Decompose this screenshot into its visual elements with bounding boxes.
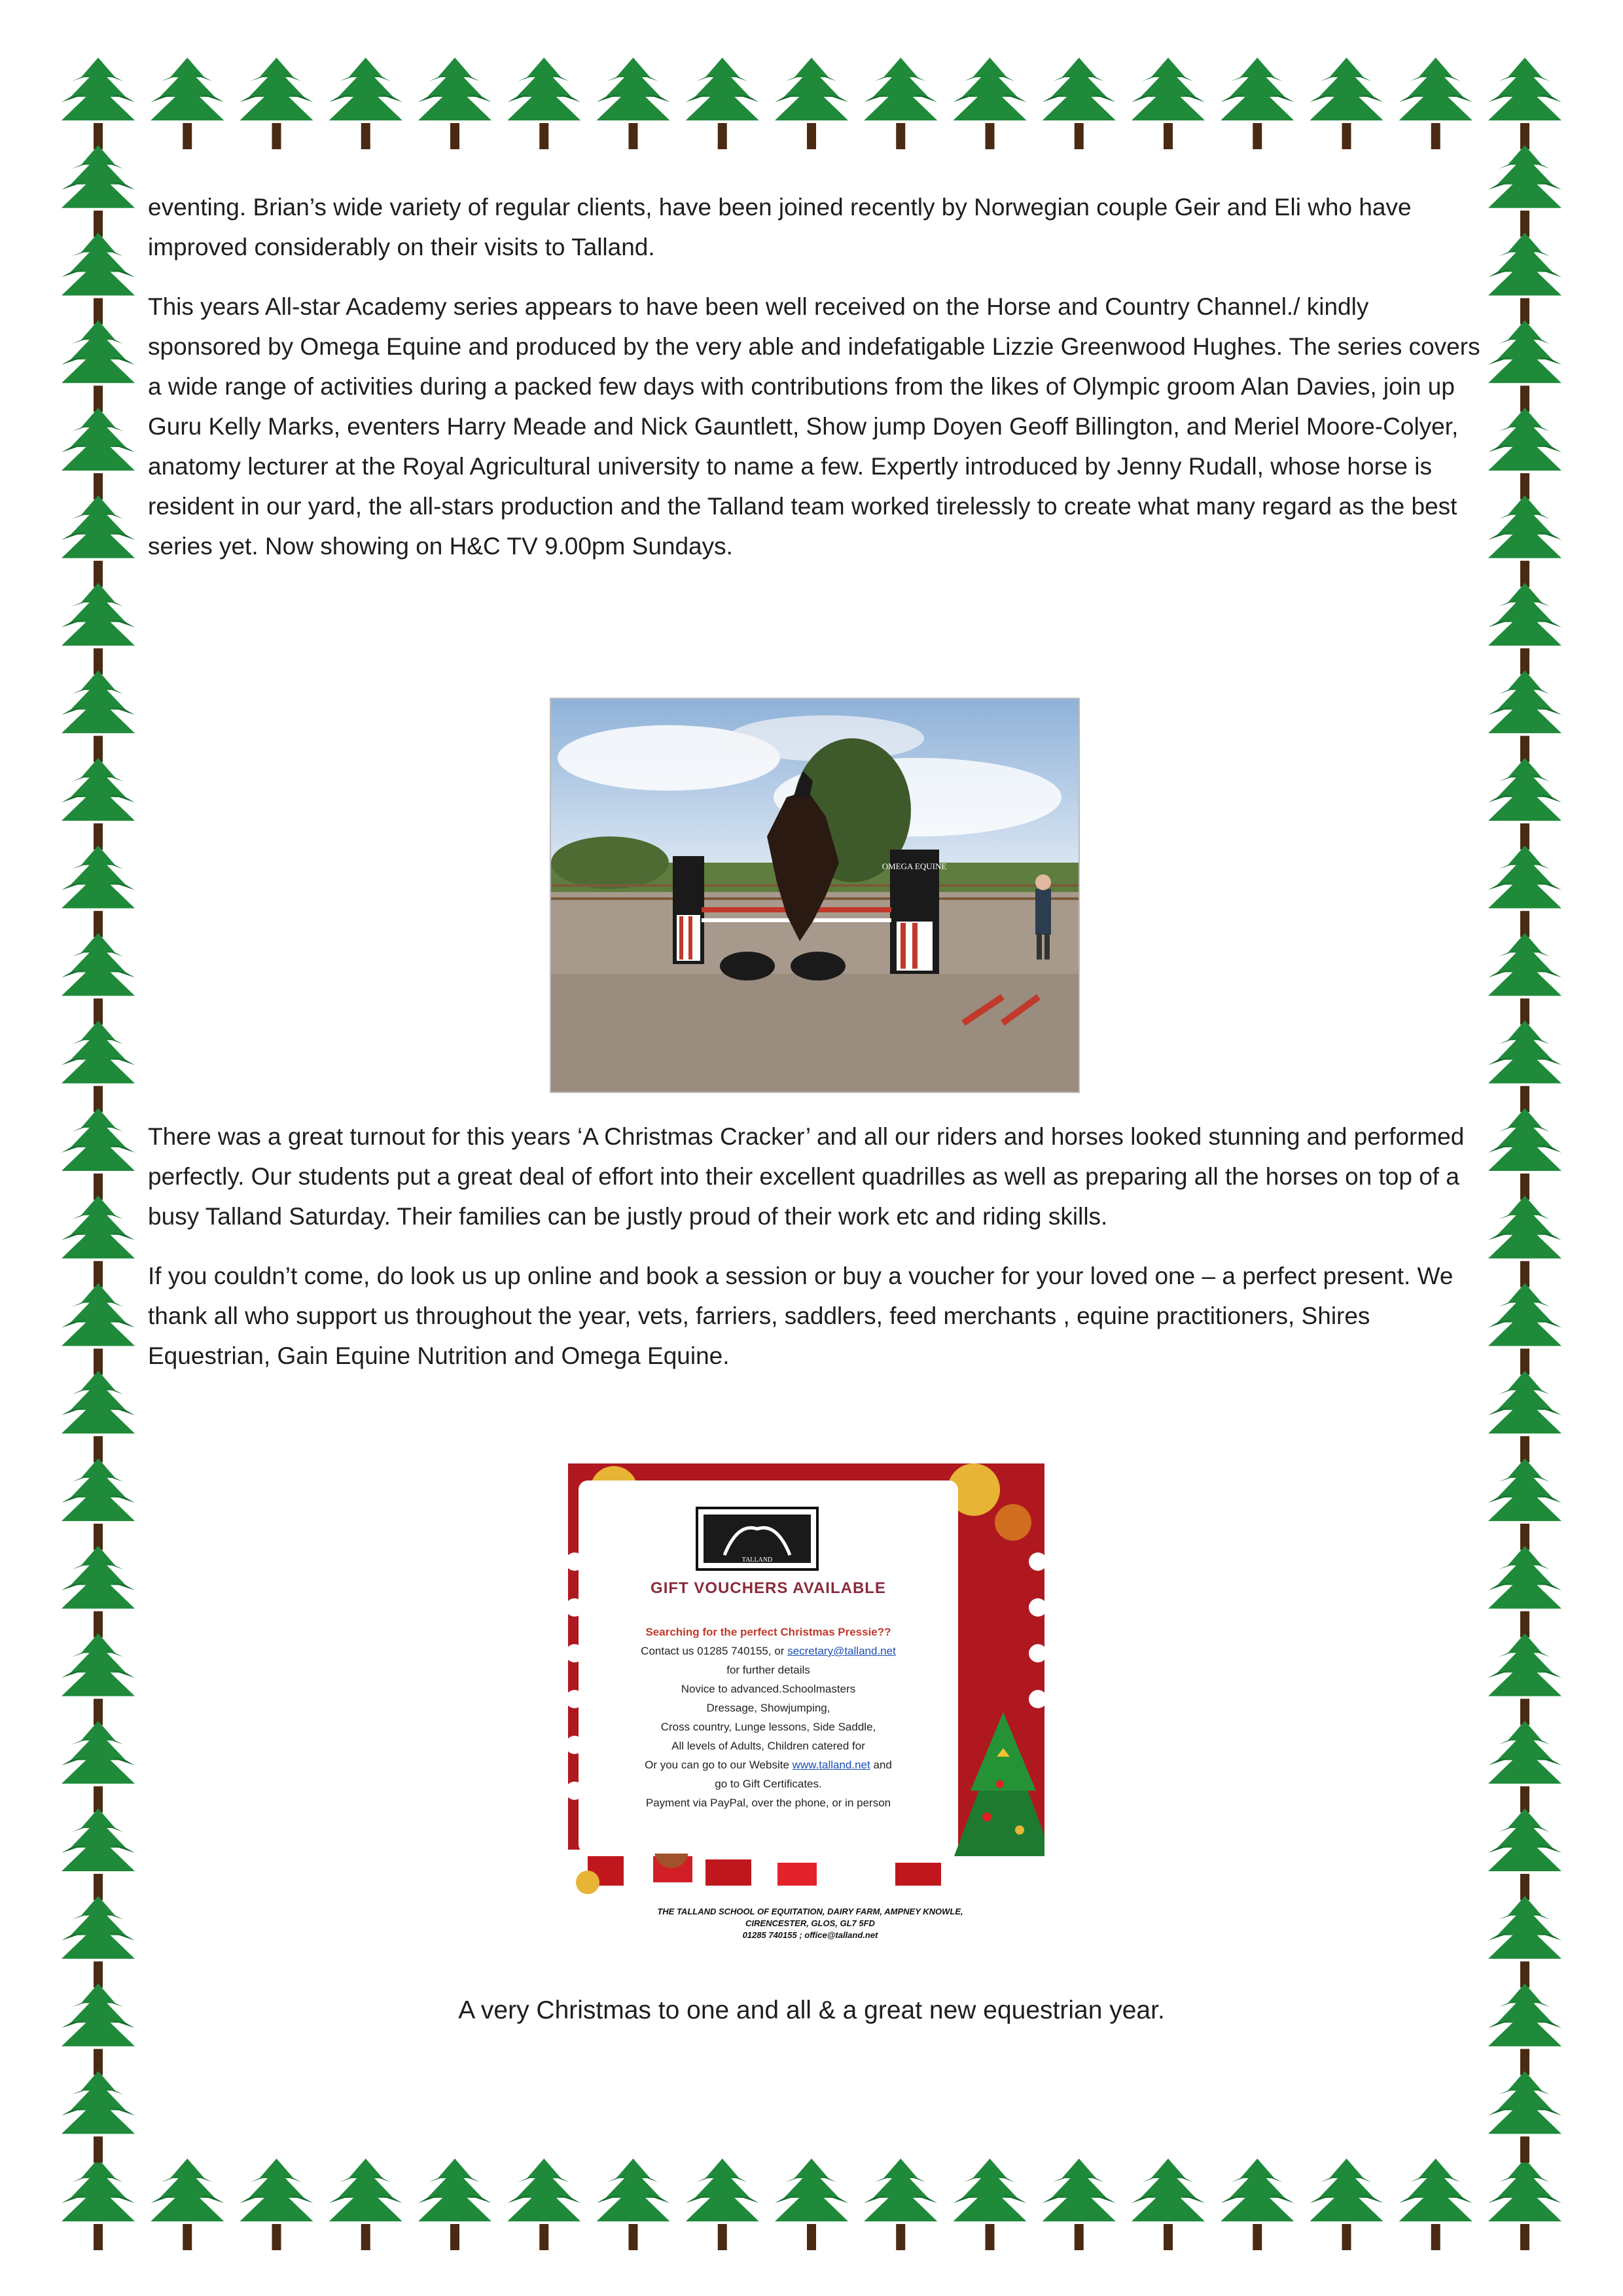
paragraph-clients: eventing. Brian’s wide variety of regular clients, have been joined recently by Norwegian couple Geir and Eli who have improved considerably on their visits to Talland.: [148, 194, 1412, 260]
voucher-website-link[interactable]: www.talland.net: [792, 1759, 870, 1771]
voucher-email-link[interactable]: secretary@talland.net: [787, 1645, 896, 1657]
tree-icon: [62, 583, 135, 675]
tree-icon: [1488, 1808, 1561, 1900]
tree-icon: [62, 1896, 135, 1988]
tree-icon: [775, 58, 848, 149]
tree-icon: [1043, 58, 1116, 149]
tree-icon: [62, 1634, 135, 1725]
tree-icon: [62, 145, 135, 237]
tree-icon: [507, 58, 580, 149]
tree-icon: [62, 933, 135, 1025]
voucher-website-prefix: Or you can go to our Website: [645, 1759, 789, 1771]
tree-icon: [686, 58, 759, 149]
tree-icon: [329, 2159, 402, 2250]
tree-icon: [62, 2159, 135, 2250]
voucher-details-line: for further details: [726, 1664, 810, 1676]
voucher-contact-line: [579, 1641, 958, 1660]
tree-icon: [1221, 58, 1294, 149]
tree-icon: [62, 1721, 135, 1812]
tree-icon: [1488, 1721, 1561, 1812]
tree-icon: [151, 2159, 224, 2250]
tree-icon: [62, 1458, 135, 1550]
tree-icon: [775, 2159, 848, 2250]
voucher-website-line: [579, 1755, 958, 1774]
voucher-subtitle: Searching for the perfect Christmas Pressie??: [645, 1626, 891, 1638]
voucher-footer-line-2: CIRENCESTER, GLOS, GL7 5FD: [745, 1918, 875, 1928]
tree-icon: [1488, 233, 1561, 325]
tree-icon: [418, 58, 491, 149]
tree-icon: [1310, 58, 1383, 149]
tree-icon: [686, 2159, 759, 2250]
tree-icon: [954, 58, 1027, 149]
tree-icon: [507, 2159, 580, 2250]
tree-icon: [62, 670, 135, 762]
voucher-levels-line: Novice to advanced.Schoolmasters: [681, 1683, 856, 1695]
tree-icon: [1488, 2159, 1561, 2250]
article-body-bottom: [148, 1117, 1483, 1395]
paragraph-allstar-series: This years All-star Academy series appears to have been well received on the Horse and Country Channel./ kindly sponsored by Omega Equine and produced by the very able and indefatigable Lizzie Greenwood Hughes. The series covers a wide range of activities during a packed few days with contributions from the likes of Olympic groom Alan Davies, join up Guru Kelly Marks, eventers Harry Meade and Nick Gauntlett, Show jump Doyen Geoff Billington, and Meriel Moore-Colyer, anatomy lecturer at the Royal Agricultural university to name a few. Expertly introduced by Jenny Rudall, whose horse is resident in our yard, the all-stars production and the Talland team worked tirelessly to create what many regard as the best series yet. Now showing on H&C TV 9.00pm Sundays.: [148, 293, 1480, 560]
tree-icon: [240, 58, 313, 149]
voucher-gift-line: go to Gift Certificates.: [715, 1778, 822, 1790]
tree-icon: [62, 2071, 135, 2162]
tree-icon: [329, 58, 402, 149]
tree-icon: [62, 320, 135, 412]
tree-icon: [418, 2159, 491, 2250]
tree-icon: [62, 846, 135, 937]
tree-icon: [62, 495, 135, 587]
article-body-top: [148, 187, 1483, 586]
voucher-title: GIFT VOUCHERS AVAILABLE: [651, 1579, 886, 1597]
tree-icon: [240, 2159, 313, 2250]
tree-icon: [1488, 1371, 1561, 1462]
tree-icon: [62, 1283, 135, 1375]
tree-icon: [1488, 1458, 1561, 1550]
voucher-website-suffix: and: [873, 1759, 892, 1771]
tree-icon: [62, 1808, 135, 1900]
tree-icon: [1488, 1196, 1561, 1287]
tree-icon: [597, 2159, 670, 2250]
tree-icon: [1221, 2159, 1294, 2250]
paragraph-christmas-cracker: There was a great turnout for this years ‘A Christmas Cracker’ and all our riders and horses looked stunning and performed perfectly. Our students put a great deal of effort into their excellent quadrilles as well as preparing all the horses on top of a busy Talland Saturday. Their families can be justly proud of their work etc and riding skills.: [148, 1123, 1465, 1230]
closing-greeting: A very Christmas to one and all & a great new equestrian year.: [458, 1996, 1165, 2024]
tree-icon: [62, 1020, 135, 1112]
voucher-contact-prefix: Contact us 01285 740155, or: [641, 1645, 785, 1657]
tree-icon: [62, 1196, 135, 1287]
talland-logo: [696, 1507, 819, 1571]
tree-icon: [1488, 583, 1561, 675]
tree-icon: [1488, 1020, 1561, 1112]
voucher-footer-line-1: THE TALLAND SCHOOL OF EQUITATION, DAIRY FARM, AMPNEY KNOWLE,: [657, 1907, 963, 1916]
paragraph-thank-you: If you couldn’t come, do look us up online and book a session or buy a voucher for your loved one – a perfect present. We thank all who support us throughout the year, vets, farriers, saddlers, feed merchants , equine practitioners, Shires Equestrian, Gain Equine Nutrition and Omega Equine.: [148, 1263, 1454, 1369]
tree-icon: [1488, 758, 1561, 850]
tree-icon: [62, 408, 135, 499]
tree-icon: [1399, 58, 1472, 149]
voucher-payment-line: Payment via PayPal, over the phone, or in person: [645, 1797, 891, 1809]
voucher-disciplines-line: Dressage, Showjumping,: [706, 1702, 830, 1714]
tree-icon: [62, 1371, 135, 1462]
tree-icon: [62, 1546, 135, 1638]
tree-icon: [1488, 1896, 1561, 1988]
tree-icon: [1488, 1546, 1561, 1638]
tree-icon: [1310, 2159, 1383, 2250]
voucher-footer-address: [568, 1906, 1052, 1941]
tree-icon: [62, 233, 135, 325]
tree-icon: [1488, 320, 1561, 412]
tree-icon: [1488, 2071, 1561, 2162]
tree-icon: [954, 2159, 1027, 2250]
tree-icon: [1132, 58, 1205, 149]
voucher-footer-line-3: 01285 740155 ; office@talland.net: [742, 1930, 878, 1940]
voucher-more-line: Cross country, Lunge lessons, Side Saddle,: [660, 1721, 876, 1733]
show-jumping-photo: [550, 698, 1080, 1093]
tree-icon: [1488, 670, 1561, 762]
tree-icon: [597, 58, 670, 149]
tree-icon: [1488, 846, 1561, 937]
tree-icon: [1132, 2159, 1205, 2250]
logo-text: TALLAND: [741, 1556, 773, 1564]
tree-icon: [1488, 1283, 1561, 1375]
tree-icon: [1488, 1108, 1561, 1200]
tree-icon: [1488, 933, 1561, 1025]
tree-icon: [1488, 145, 1561, 237]
tree-icon: [1488, 495, 1561, 587]
tree-icon: [62, 758, 135, 850]
omega-equine-sign: OMEGA EQUINE: [882, 861, 947, 871]
voucher-catered-line: All levels of Adults, Children catered for: [671, 1740, 865, 1752]
tree-icon: [864, 58, 937, 149]
tree-icon: [62, 1108, 135, 1200]
tree-icon: [1488, 1634, 1561, 1725]
tree-icon: [151, 58, 224, 149]
tree-icon: [1488, 408, 1561, 499]
tree-icon: [1399, 2159, 1472, 2250]
tree-icon: [864, 2159, 937, 2250]
tree-icon: [1043, 2159, 1116, 2250]
tree-icon: [1488, 58, 1561, 149]
tree-icon: [62, 58, 135, 149]
